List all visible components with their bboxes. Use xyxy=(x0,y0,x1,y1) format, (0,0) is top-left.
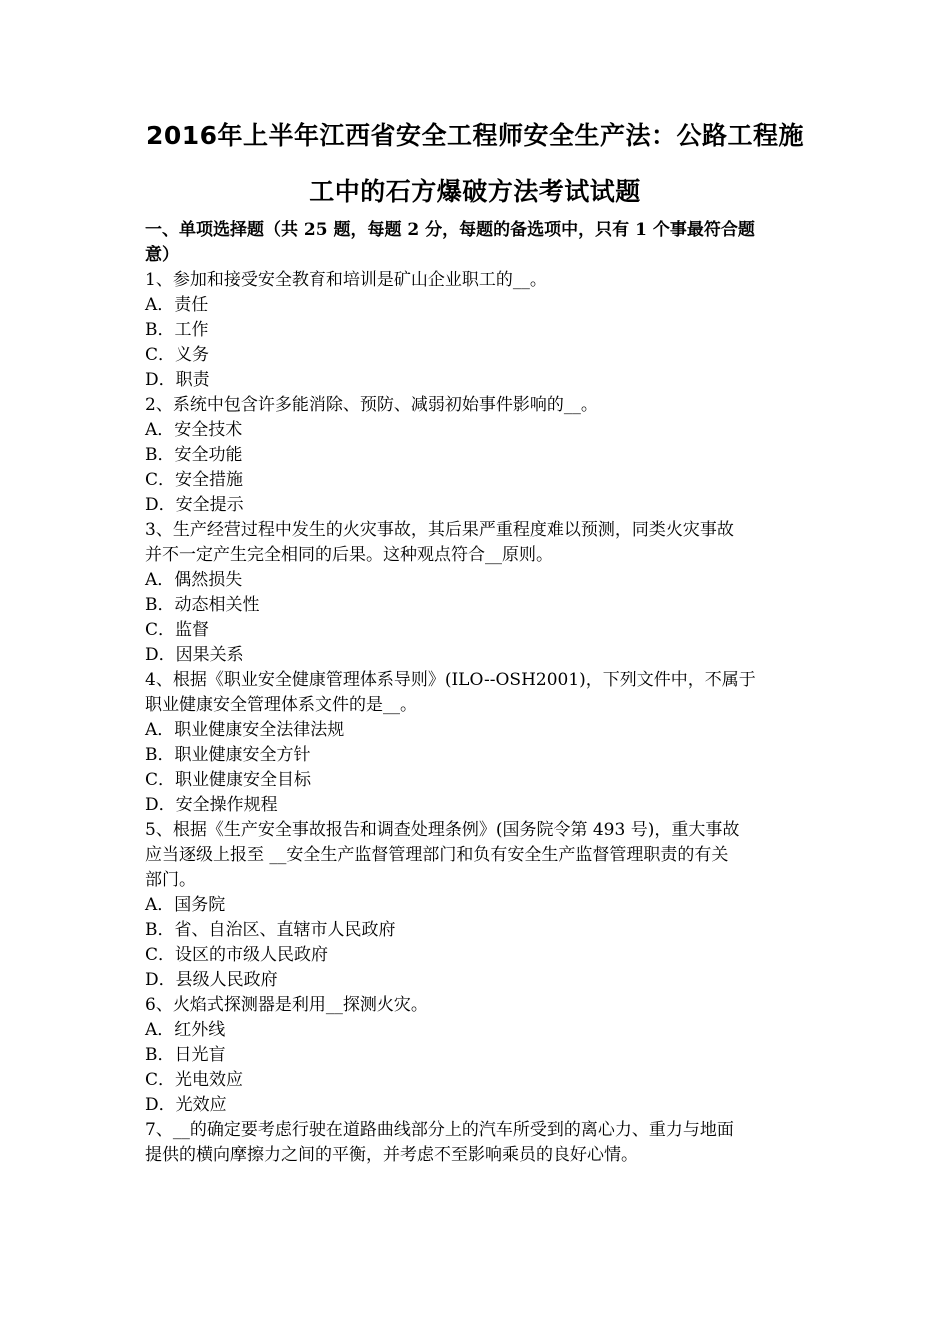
section-header-line-2: 意） xyxy=(145,245,179,265)
option-c: C．光电效应 xyxy=(145,1070,244,1090)
option-a: A．责任 xyxy=(145,295,209,315)
question-3 xyxy=(145,518,810,668)
question-stem: 应当逐级上报至 __安全生产监督管理部门和负有安全生产监督管理职责的有关 xyxy=(145,845,729,865)
question-stem: 并不一定产生完全相同的后果。这种观点符合__原则。 xyxy=(145,545,553,565)
option-b: B．日光盲 xyxy=(145,1045,226,1065)
question-6 xyxy=(145,993,810,1118)
option-d: D．光效应 xyxy=(145,1095,227,1115)
option-c: C．设区的市级人民政府 xyxy=(145,945,329,965)
question-stem: 7、__的确定要考虑行驶在道路曲线部分上的汽车所受到的离心力、重力与地面 xyxy=(145,1120,734,1140)
question-stem: 6、火焰式探测器是利用__探测火灾。 xyxy=(145,995,428,1015)
option-b: B．省、自治区、直辖市人民政府 xyxy=(145,920,396,940)
option-a: A．偶然损失 xyxy=(145,570,243,590)
section-header xyxy=(145,218,810,268)
option-c: C．监督 xyxy=(145,620,210,640)
option-d: D．安全提示 xyxy=(145,495,244,515)
option-c: C．义务 xyxy=(145,345,210,365)
option-b: B．职业健康安全方针 xyxy=(145,745,311,765)
title-line-2: 工中的石方爆破方法考试试题 xyxy=(309,177,641,206)
question-stem: 1、参加和接受安全教育和培训是矿山企业职工的__。 xyxy=(145,270,547,290)
question-stem: 5、根据《生产安全事故报告和调查处理条例》(国务院令第 493 号)，重大事故 xyxy=(145,820,740,840)
option-a: A．安全技术 xyxy=(145,420,243,440)
option-c: C．职业健康安全目标 xyxy=(145,770,312,790)
question-stem: 2、系统中包含许多能消除、预防、减弱初始事件影响的__。 xyxy=(145,395,598,415)
document-title xyxy=(120,108,830,220)
option-b: B．安全功能 xyxy=(145,445,243,465)
question-4 xyxy=(145,668,810,818)
option-d: D．职责 xyxy=(145,370,210,390)
question-stem: 部门。 xyxy=(145,870,196,890)
option-d: D．安全操作规程 xyxy=(145,795,278,815)
question-stem: 提供的横向摩擦力之间的平衡，并考虑不至影响乘员的良好心情。 xyxy=(145,1145,638,1165)
document-body xyxy=(145,218,810,1168)
question-stem: 3、生产经营过程中发生的火灾事故，其后果严重程度难以预测，同类火灾事故 xyxy=(145,520,734,540)
question-7 xyxy=(145,1118,810,1168)
section-header-line-1: 一、单项选择题（共 25 题，每题 2 分，每题的备选项中，只有 1 个事最符合题 xyxy=(145,220,755,240)
option-c: C．安全措施 xyxy=(145,470,244,490)
option-a: A．红外线 xyxy=(145,1020,226,1040)
question-stem: 职业健康安全管理体系文件的是__。 xyxy=(145,695,417,715)
option-a: A．职业健康安全法律法规 xyxy=(145,720,345,740)
question-2 xyxy=(145,393,810,518)
question-stem: 4、根据《职业安全健康管理体系导则》(ILO--OSH2001)，下列文件中，不属于 xyxy=(145,670,756,690)
option-b: B．动态相关性 xyxy=(145,595,260,615)
question-1 xyxy=(145,268,810,393)
option-a: A．国务院 xyxy=(145,895,226,915)
option-b: B．工作 xyxy=(145,320,209,340)
option-d: D．县级人民政府 xyxy=(145,970,278,990)
option-d: D．因果关系 xyxy=(145,645,244,665)
title-line-1: 2016年上半年江西省安全工程师安全生产法：公路工程施 xyxy=(145,121,805,150)
question-5 xyxy=(145,818,810,993)
